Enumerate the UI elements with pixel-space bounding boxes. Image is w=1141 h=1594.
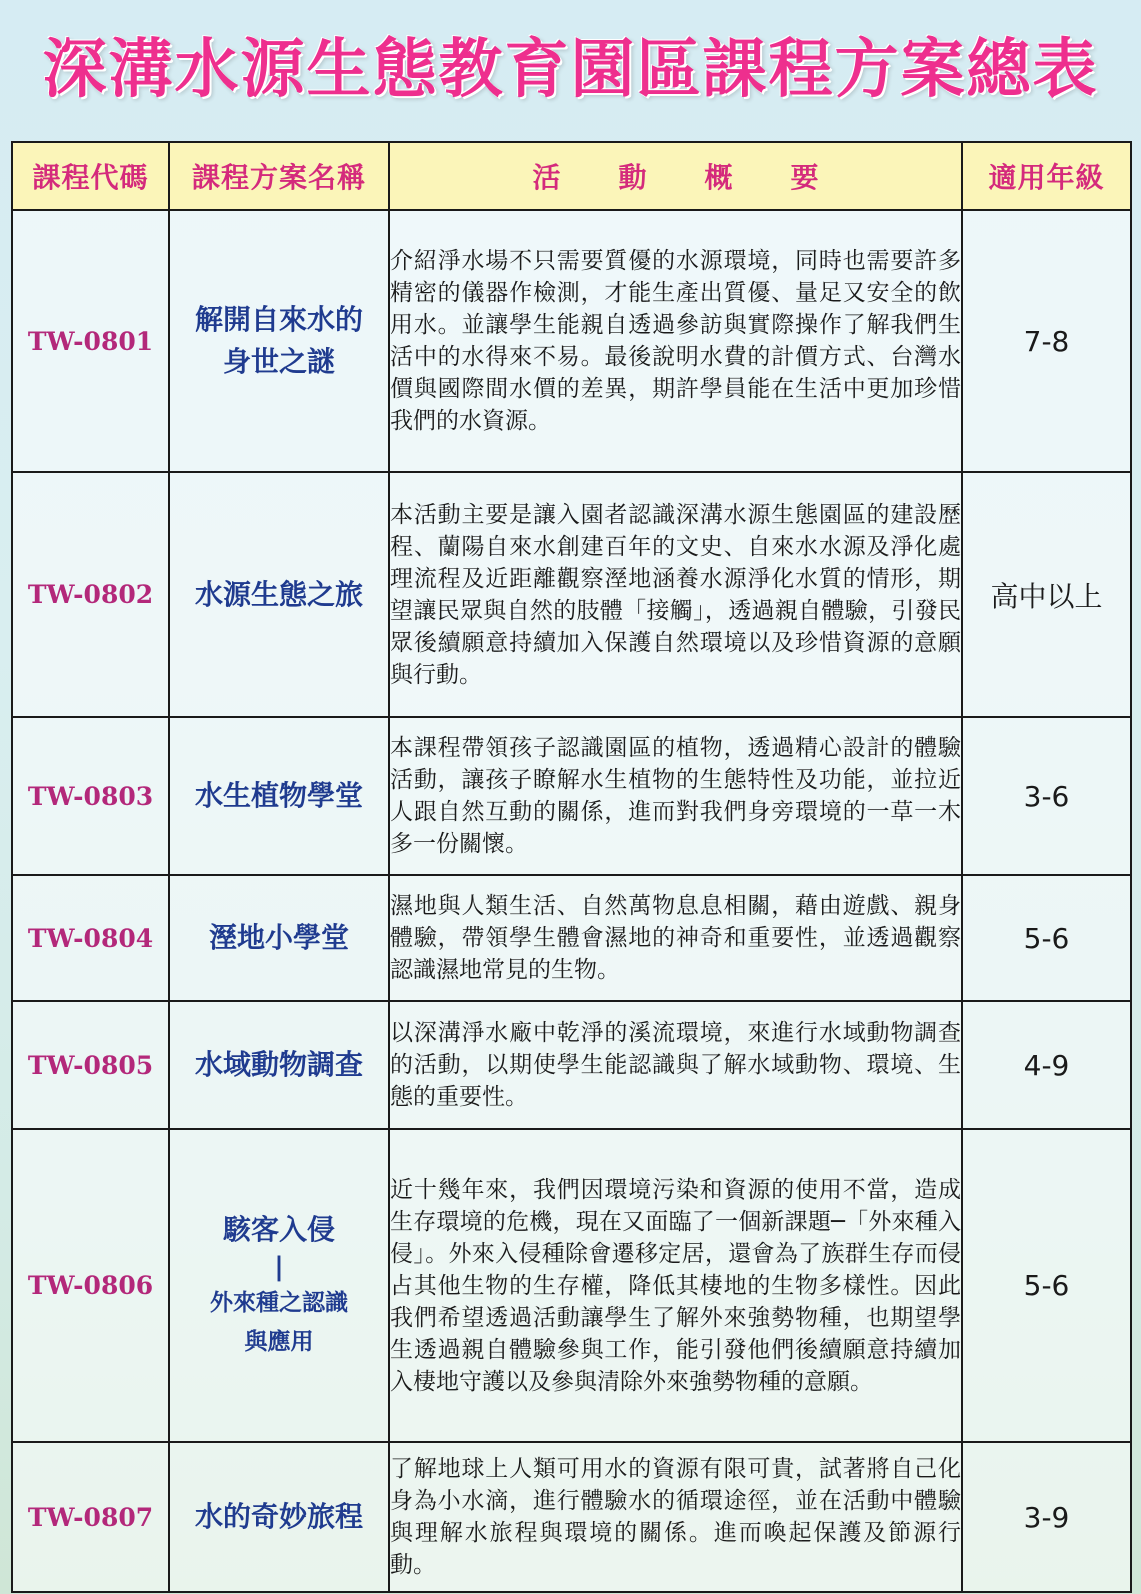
course-name: 水源生態之旅 <box>169 472 389 717</box>
course-code: TW-0801 <box>12 210 169 472</box>
table-row <box>12 875 1131 1001</box>
header-course-code: 課程代碼 <box>12 142 169 210</box>
course-grade: 5-6 <box>962 875 1131 1001</box>
course-grade: 5-6 <box>962 1129 1131 1442</box>
header-activity-summary: 活動概要 <box>389 142 962 210</box>
course-code: TW-0804 <box>12 875 169 1001</box>
course-grade: 3-6 <box>962 717 1131 875</box>
course-grade: 4-9 <box>962 1001 1131 1129</box>
header-course-name: 課程方案名稱 <box>169 142 389 210</box>
course-name: 水生植物學堂 <box>169 717 389 875</box>
course-grade: 高中以上 <box>962 472 1131 717</box>
course-summary: 本課程帶領孩子認識園區的植物，透過精心設計的體驗活動，讓孩子瞭解水生植物的生態特性及功能，並拉近人跟自然互動的關係，進而對我們身旁環境的一草一木多一份關懷。 <box>389 717 962 875</box>
course-summary: 本活動主要是讓入園者認識深溝水源生態園區的建設歷程、蘭陽自來水創建百年的文史、自來水水源及淨化處理流程及近距離觀察溼地涵養水源淨化水質的情形，期望讓民眾與自然的肢體「接觸」，透過親自體驗，引發民眾後續願意持續加入保護自然環境以及珍惜資源的意願與行動。 <box>389 472 962 717</box>
course-code: TW-0805 <box>12 1001 169 1129</box>
course-code: TW-0807 <box>12 1442 169 1592</box>
course-table <box>11 141 1132 1593</box>
table-header-row <box>12 142 1131 210</box>
course-summary: 介紹淨水場不只需要質優的水源環境，同時也需要許多精密的儀器作檢測，才能生產出質優、量足又安全的飲用水。並讓學生能親自透過參訪與實際操作了解我們生活中的水得來不易。最後說明水費的計價方式、台灣水價與國際間水價的差異，期許學員能在生活中更加珍惜我們的水資源。 <box>389 210 962 472</box>
course-summary: 以深溝淨水廠中乾淨的溪流環境，來進行水域動物調查的活動，以期使學生能認識與了解水域動物、環境、生態的重要性。 <box>389 1001 962 1129</box>
course-grade: 7-8 <box>962 210 1131 472</box>
course-code: TW-0803 <box>12 717 169 875</box>
table-row <box>12 717 1131 875</box>
course-name-text: 解開自來水的身世之謎 <box>194 303 363 378</box>
course-name: 水域動物調查 <box>169 1001 389 1129</box>
course-summary: 濕地與人類生活、自然萬物息息相關，藉由遊戲、親身體驗，帶領學生體會濕地的神奇和重要性，並透過觀察認識濕地常見的生物。 <box>389 875 962 1001</box>
course-name: 溼地小學堂 <box>169 875 389 1001</box>
table-row <box>12 1129 1131 1442</box>
table-row <box>12 210 1131 472</box>
course-summary: 了解地球上人類可用水的資源有限可貴，試著將自己化身為小水滴，進行體驗水的循環途徑，並在活動中體驗與理解水旅程與環境的關係。進而喚起保護及節源行動。 <box>389 1442 962 1592</box>
table-row <box>12 1442 1131 1592</box>
course-name-subtitle: 外來種之認識與應用 <box>210 1290 348 1356</box>
course-name-text: 駭客入侵 <box>222 1212 335 1246</box>
course-code: TW-0806 <box>12 1129 169 1442</box>
course-code: TW-0802 <box>12 472 169 717</box>
header-grade: 適用年級 <box>962 142 1131 210</box>
table-row <box>12 472 1131 717</box>
course-name: 水的奇妙旅程 <box>169 1442 389 1592</box>
page-title: 深溝水源生態教育園區課程方案總表 <box>42 33 1099 107</box>
course-summary: 近十幾年來，我們因環境污染和資源的使用不當，造成生存環境的危機，現在又面臨了一個新課題─「外來種入侵」。外來入侵種除會遷移定居，還會為了族群生存而侵占其他生物的生存權，降低其棲地的生物多樣性。因此我們希望透過活動讓學生了解外來強勢物種，也期望學生透過親自體驗參與工作，能引發他們後續願意持續加入棲地守護以及參與清除外來強勢物種的意願。 <box>389 1129 962 1442</box>
course-name <box>169 210 389 472</box>
course-name <box>169 1129 389 1442</box>
table-row <box>12 1001 1131 1129</box>
course-grade: 3-9 <box>962 1442 1131 1592</box>
course-name-separator: | <box>274 1251 284 1282</box>
